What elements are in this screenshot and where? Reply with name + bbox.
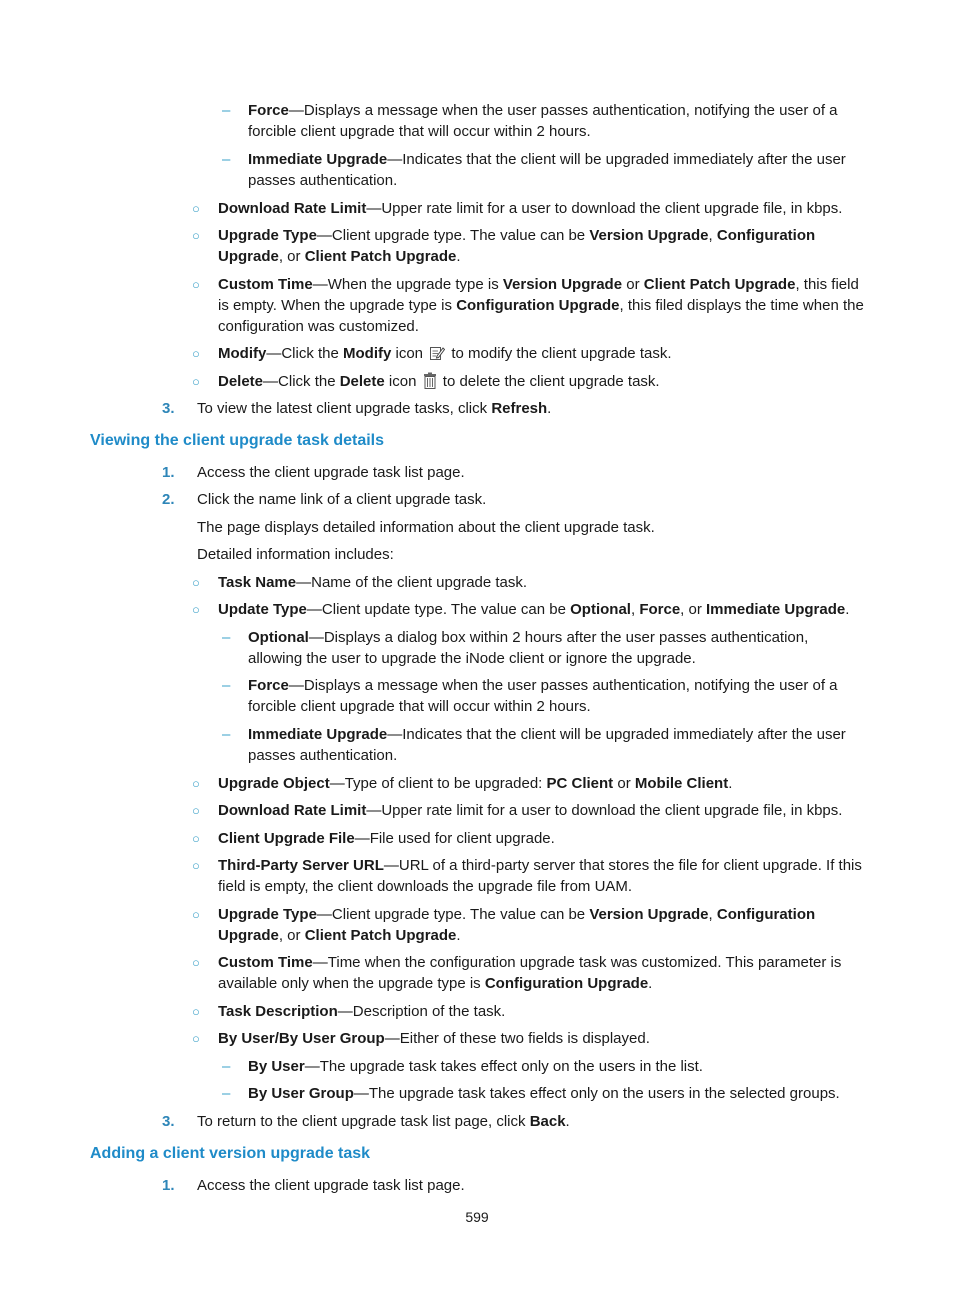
circle-bullet: ○ — [192, 277, 200, 292]
dash-bullet: – — [222, 151, 231, 168]
item-text: By User—The upgrade task takes effect only on the users in the list. — [248, 1058, 703, 1075]
dash-bullet: – — [222, 1058, 231, 1075]
item-text: Task Description—Description of the task. — [218, 1003, 506, 1020]
item-text: Click the name link of a client upgrade task. — [197, 491, 487, 508]
step-number: 1. — [162, 464, 175, 481]
item-text: Access the client upgrade task list page. — [197, 464, 465, 481]
circle-bullet: ○ — [192, 803, 200, 818]
item-text: Access the client upgrade task list page. — [197, 1177, 465, 1194]
page-number: 599 — [465, 1209, 489, 1225]
circle-bullet: ○ — [192, 1004, 200, 1019]
item-text: Force—Displays a message when the user passes authentication, notifying the user of a forcible client upgrade that will occur within 2 hours. — [248, 102, 838, 140]
circle-bullet: ○ — [192, 575, 200, 590]
dash-bullet: – — [222, 726, 231, 743]
circle-bullet: ○ — [192, 201, 200, 216]
trash-icon — [423, 372, 437, 395]
step-number: 3. — [162, 400, 175, 417]
item-text: By User/By User Group—Either of these two fields is displayed. — [218, 1030, 650, 1047]
circle-bullet: ○ — [192, 602, 200, 617]
step-number: 3. — [162, 1113, 175, 1130]
item-text: Immediate Upgrade—Indicates that the client will be upgraded immediately after the user passes authentication. — [248, 151, 846, 189]
item-text: Upgrade Type—Client upgrade type. The value can be Version Upgrade, Configuration Upgrade, or Client Patch Upgrade. — [218, 906, 816, 944]
item-text: Custom Time—Time when the configuration upgrade task was customized. This parameter is available only when the upgrade type is Configuration Upgrade. — [218, 954, 842, 992]
item-text: Download Rate Limit—Upper rate limit for a user to download the client upgrade file, in kbps. — [218, 802, 843, 819]
section-heading: Viewing the client upgrade task details — [90, 432, 385, 449]
item-text: Force—Displays a message when the user passes authentication, notifying the user of a forcible client upgrade that will occur within 2 hours. — [248, 677, 838, 715]
item-text: By User Group—The upgrade task takes effect only on the users in the selected groups. — [248, 1085, 840, 1102]
item-text: Client Upgrade File—File used for client upgrade. — [218, 830, 555, 847]
item-text: Download Rate Limit—Upper rate limit for a user to download the client upgrade file, in kbps. — [218, 200, 843, 217]
step-number: 1. — [162, 1177, 175, 1194]
circle-bullet: ○ — [192, 955, 200, 970]
dash-bullet: – — [222, 1085, 231, 1102]
circle-bullet: ○ — [192, 374, 200, 389]
circle-bullet: ○ — [192, 907, 200, 922]
section-heading: Adding a client version upgrade task — [90, 1145, 371, 1162]
item-text: To return to the client upgrade task list page, click Back. — [197, 1113, 570, 1130]
circle-bullet: ○ — [192, 776, 200, 791]
dash-bullet: – — [222, 102, 231, 119]
modify-icon — [429, 345, 445, 367]
step-number: 2. — [162, 491, 175, 508]
item-text: Immediate Upgrade—Indicates that the client will be upgraded immediately after the user passes authentication. — [248, 726, 846, 764]
item-text: Upgrade Object—Type of client to be upgraded: PC Client or Mobile Client. — [218, 775, 733, 792]
circle-bullet: ○ — [192, 346, 200, 361]
item-text: Modify—Click the Modify icon to modify the client upgrade task. — [218, 343, 864, 367]
item-text: Update Type—Client update type. The value can be Optional, Force, or Immediate Upgrade. — [218, 601, 850, 618]
item-text: Custom Time—When the upgrade type is Version Upgrade or Client Patch Upgrade, this field is empty. When the upgrade type is Configuration Upgrade, this filed displays the time when the configuration was customized. — [218, 276, 864, 335]
circle-bullet: ○ — [192, 858, 200, 873]
item-text: Third-Party Server URL—URL of a third-party server that stores the file for client upgrade. If this field is empty, the client downloads the upgrade file from UAM. — [218, 857, 862, 895]
item-text: To view the latest client upgrade tasks, click Refresh. — [197, 400, 552, 417]
item-text: Delete—Click the Delete icon to delete the client upgrade task. — [218, 371, 864, 395]
item-text: Task Name—Name of the client upgrade task. — [218, 574, 528, 591]
document-page: – Force—Displays a message when the user passes authentication, notifying the user of a forcible client upgrade that will occur within 2 hours. – Immediate Upgrade—Indicates that the client will be upgraded immediately after the user passes authentication. ○ Download Rate Limit—Upper rate limit for a user to download the client upgrade file, in kbps. ○ Upgrade Type—Client upgrade type. The value can be Version Upgrade, Configuration Upgrade, or Client Patch Upgrade. ○ Custom Time—When the upgrade type is Version Upgrade or Client Patch Upgrade, this field is empty. When the upgrade type is Configuration Upgrade, this filed displays the time when the configuration was customized. ○ Modify—Click the Modify icon to modify the client upgrade task. ○ Delete—Click the Delete icon to delete the client upgrade task. 3. To view the latest client upgrade tasks, click Refresh. Viewing the client upgrade task details 1. Access the client upgrade task list page. 2. Click the name link of a client upgrade task. The page displays detailed information about the client upgrade task. Detailed information includes: ○ Task Name—Name of the client upgrade task. ○ Update Type—Client update type. The value can be Optional, Force, or Immediate Upgrade. – Optional—Displays a dialog box within 2 hours after the user passes authentication, allowing the user to upgrade the iNode client or ignore the upgrade. – Force—Displays a message when the user passes authentication, notifying the user of a forcible client upgrade that will occur within 2 hours. – Immediate Upgrade—Indicates that the client will be upgraded immediately after the user passes authentication. ○ Upgrade Object—Type of client to be upgraded: PC Client or Mobile Client. ○ Download Rate Limit—Upper rate limit for a user to download the client upgrade file, in kbps. ○ Client Upgrade File—File used for client upgrade. ○ Third-Party Server URL—URL of a third-party server that stores the file for client upgrade. If this field is empty, the client downloads the upgrade file from UAM. ○ Upgrade Type—Client upgrade type. The value can be Version Upgrade, Configuration Upgrade, or Client Patch Upgrade. ○ Custom Time—Time when the configuration upgrade task was customized. This parameter is available only when the upgrade type is Configuration Upgrade. ○ Task Description—Description of the task. ○ By User/By User Group—Either of these two fields is displayed. – By User—The upgrade task takes effect only on the users in the list. – By User Group—The upgrade task takes effect only on the users in the selected groups. 3. To return to the client upgrade task list page, click Back. Adding a client version upgrade task 1. Access the client upgrade task list page. 599 — [0, 0, 954, 1296]
dash-bullet: – — [222, 629, 231, 646]
circle-bullet: ○ — [192, 831, 200, 846]
circle-bullet: ○ — [192, 228, 200, 243]
item-text: Optional—Displays a dialog box within 2 hours after the user passes authentication, allowing the user to upgrade the iNode client or ignore the upgrade. — [248, 629, 809, 667]
dash-bullet: – — [222, 677, 231, 694]
circle-bullet: ○ — [192, 1031, 200, 1046]
item-text: Upgrade Type—Client upgrade type. The value can be Version Upgrade, Configuration Upgrade, or Client Patch Upgrade. — [218, 227, 816, 265]
